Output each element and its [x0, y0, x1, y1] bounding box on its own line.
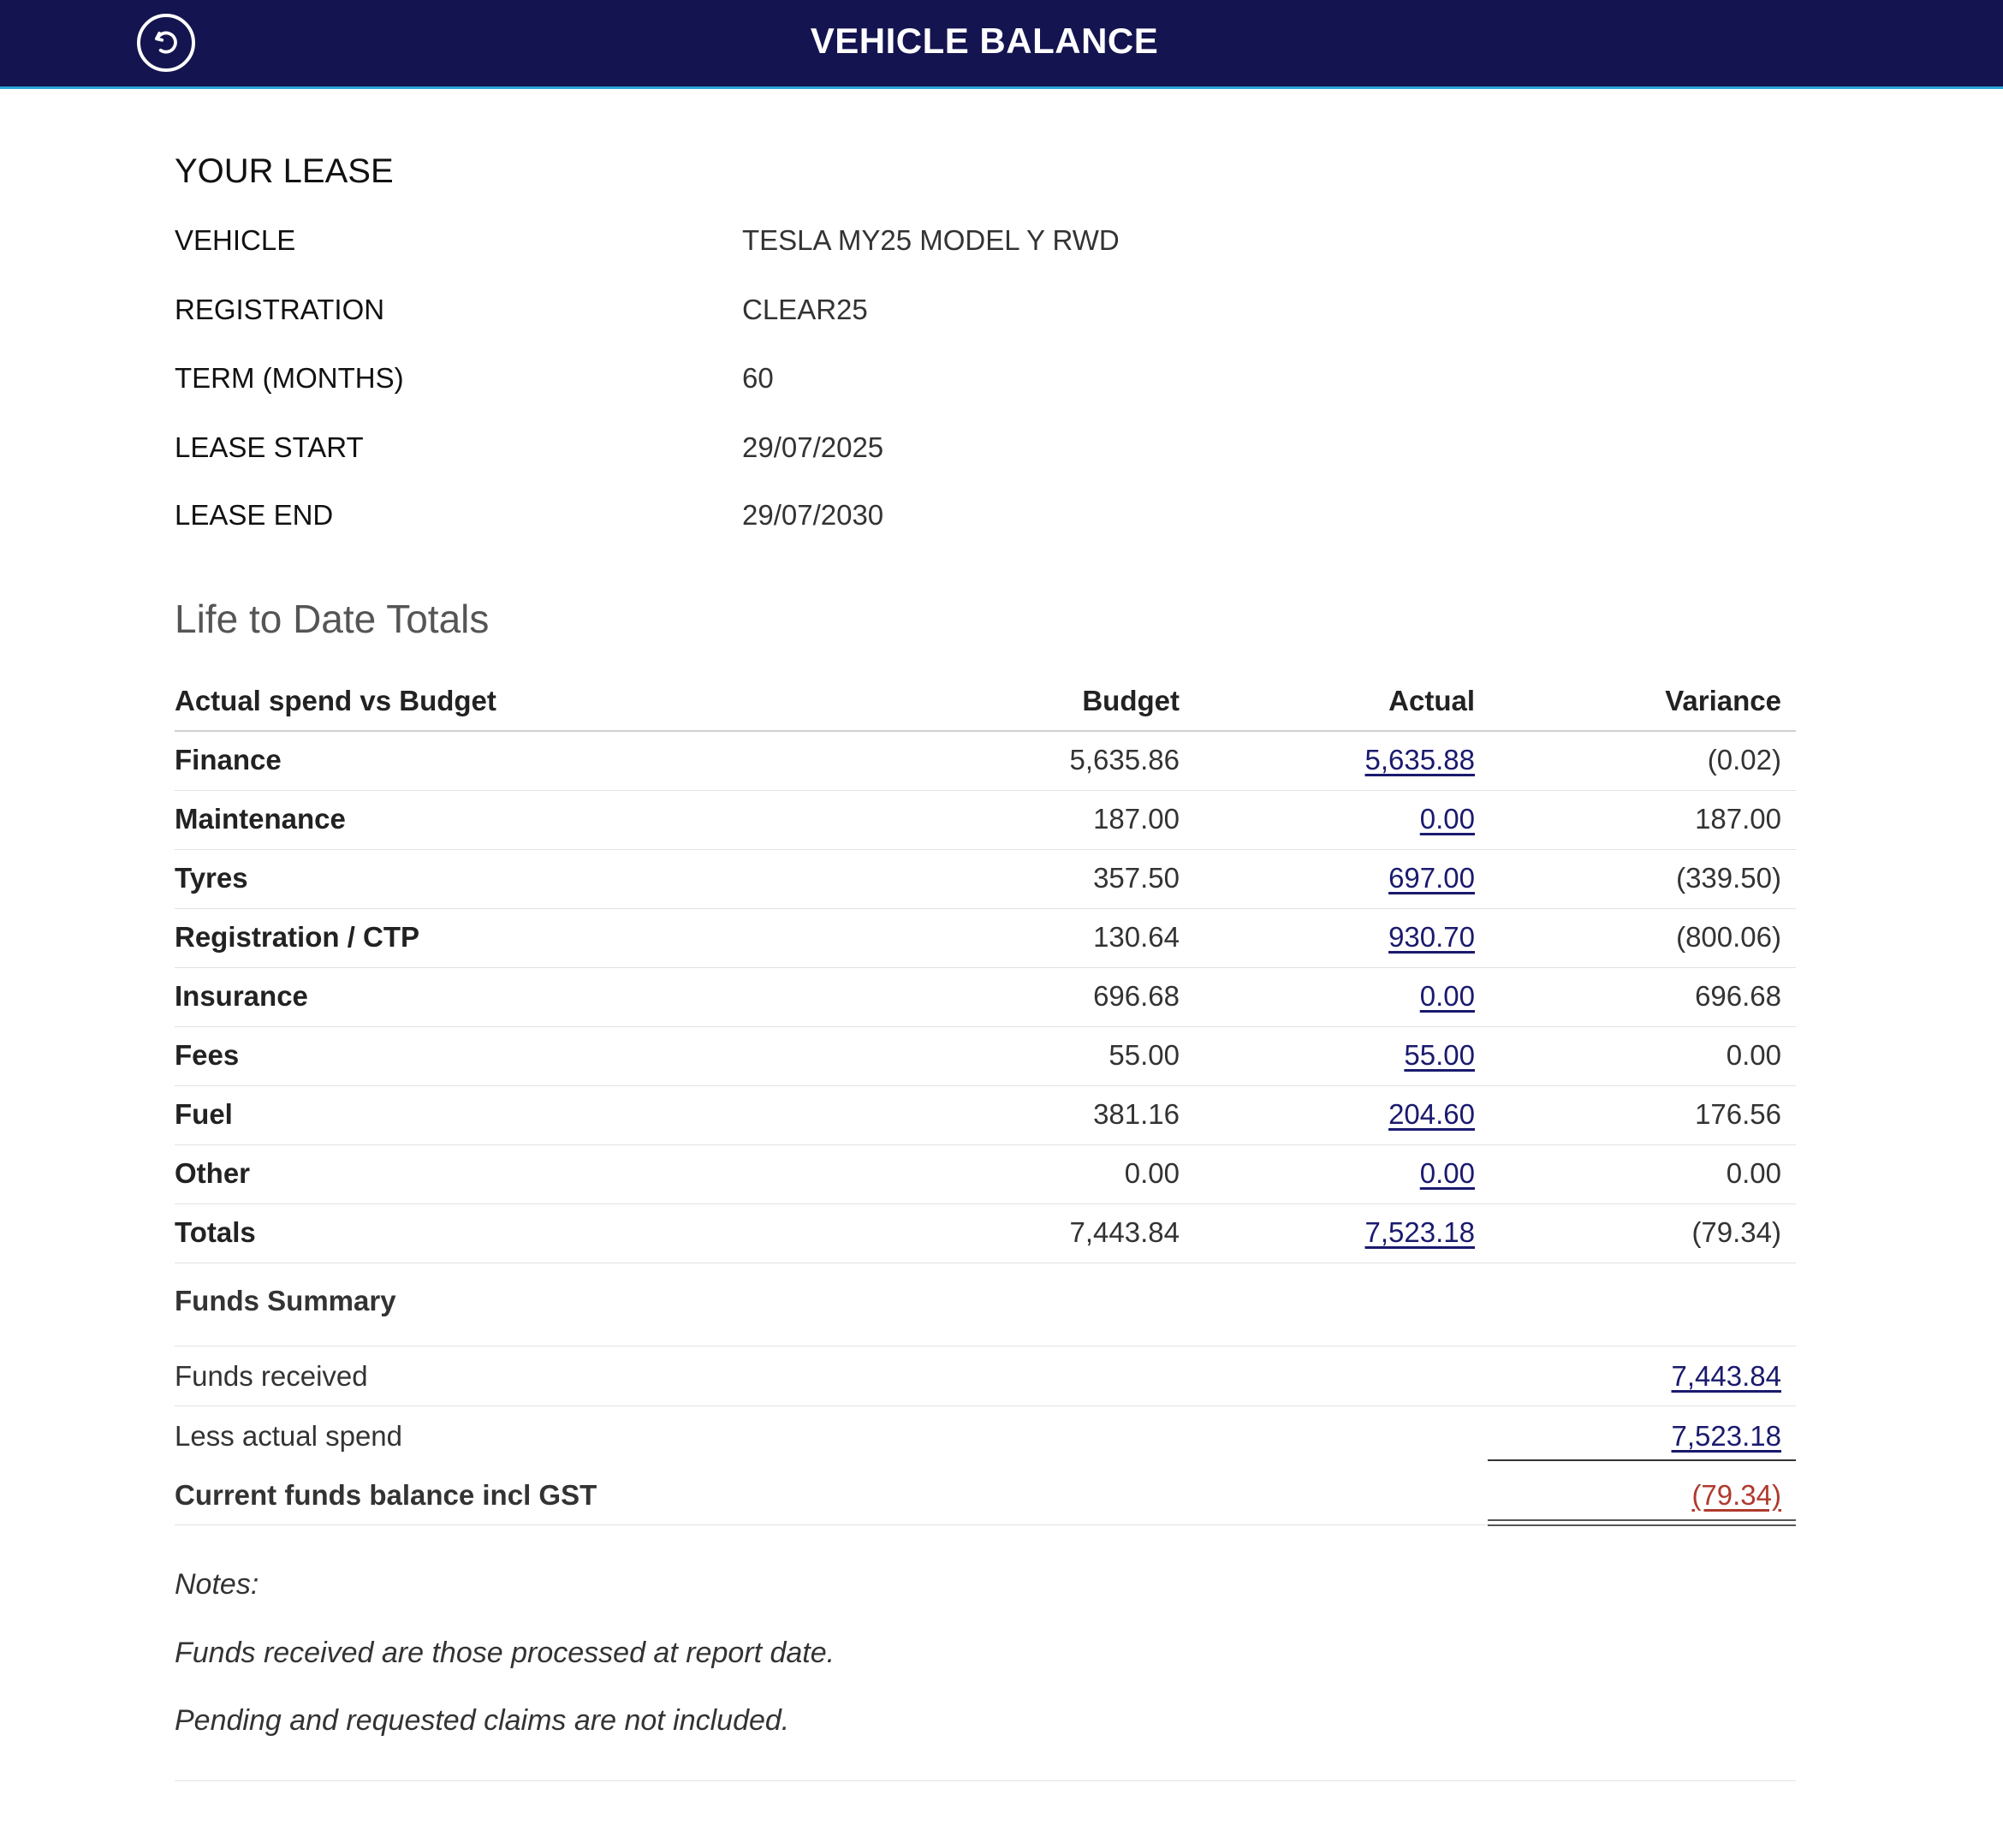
- app-header: [0, 0, 2003, 89]
- less-actual-spend-row: [175, 1406, 1796, 1465]
- actual-link-maintenance[interactable]: 0.00: [1419, 803, 1475, 835]
- row-variance: 0.00: [1726, 1039, 1781, 1071]
- row-category: Registration / CTP: [175, 921, 420, 953]
- row-variance: 187.00: [1695, 803, 1781, 835]
- lease-label: LEASE END: [175, 499, 334, 531]
- row-budget: 7,443.84: [1069, 1216, 1180, 1248]
- actual-link-fuel[interactable]: 204.60: [1388, 1098, 1475, 1130]
- row-variance: (79.34): [1691, 1216, 1781, 1248]
- row-variance: 176.56: [1695, 1098, 1781, 1130]
- row-category: Insurance: [175, 980, 308, 1012]
- lease-value: 60: [742, 362, 774, 394]
- row-variance: (800.06): [1676, 921, 1781, 953]
- table-row-totals: [175, 1204, 1796, 1263]
- lease-value: 29/07/2025: [742, 431, 884, 463]
- column-header-category: Actual spend vs Budget: [175, 685, 496, 716]
- row-category: Other: [175, 1157, 251, 1189]
- row-budget: 0.00: [1124, 1157, 1180, 1189]
- notes-line-1: Funds received are those processed at report date.: [175, 1637, 835, 1669]
- lease-label: VEHICLE: [175, 224, 296, 256]
- lease-heading: YOUR LEASE: [175, 152, 394, 190]
- row-variance: (0.02): [1707, 744, 1781, 775]
- row-budget: 696.68: [1093, 980, 1180, 1012]
- table-header: [175, 673, 1796, 732]
- column-header-variance: Variance: [1665, 685, 1781, 716]
- funds-summary-heading: Funds Summary: [175, 1285, 396, 1316]
- lease-label: TERM (MONTHS): [175, 362, 404, 394]
- bottom-divider: [175, 1780, 1796, 1781]
- row-category: Maintenance: [175, 803, 346, 835]
- table-row: [175, 791, 1796, 850]
- table-row: [175, 1145, 1796, 1204]
- lease-label: LEASE START: [175, 431, 364, 463]
- actual-link-totals[interactable]: 7,523.18: [1364, 1216, 1475, 1248]
- actual-link-registration[interactable]: 930.70: [1388, 921, 1475, 953]
- lease-value: TESLA MY25 MODEL Y RWD: [742, 224, 1120, 256]
- notes-line-2: Pending and requested claims are not included.: [175, 1704, 790, 1737]
- table-row: [175, 732, 1796, 791]
- actual-link-tyres[interactable]: 697.00: [1388, 862, 1475, 894]
- actual-link-insurance[interactable]: 0.00: [1419, 980, 1475, 1012]
- subtotal-rule: [1488, 1459, 1796, 1461]
- row-category: Totals: [175, 1216, 256, 1248]
- lease-value: CLEAR25: [742, 294, 868, 325]
- funds-received-link[interactable]: 7,443.84: [1671, 1360, 1781, 1392]
- row-variance: (339.50): [1676, 862, 1781, 894]
- less-actual-spend-label: Less actual spend: [175, 1420, 403, 1452]
- table-row: [175, 909, 1796, 968]
- row-budget: 187.00: [1093, 803, 1180, 835]
- notes-title: Notes:: [175, 1568, 259, 1601]
- row-category: Fuel: [175, 1098, 233, 1130]
- page-title: VEHICLE BALANCE: [810, 21, 1159, 61]
- lease-value: 29/07/2030: [742, 499, 884, 531]
- column-header-budget: Budget: [1082, 685, 1180, 716]
- row-category: Fees: [175, 1039, 240, 1071]
- row-budget: 130.64: [1093, 921, 1180, 953]
- current-balance-label: Current funds balance incl GST: [175, 1479, 597, 1511]
- funds-received-row: [175, 1346, 1796, 1406]
- row-category: Tyres: [175, 862, 248, 894]
- current-balance-link[interactable]: (79.34): [1691, 1479, 1781, 1511]
- column-header-actual: Actual: [1388, 685, 1475, 716]
- row-category: Finance: [175, 744, 282, 775]
- total-double-rule: [1488, 1519, 1796, 1526]
- table-row: [175, 850, 1796, 909]
- row-variance: 0.00: [1726, 1157, 1781, 1189]
- row-variance: 696.68: [1695, 980, 1781, 1012]
- actual-link-fees[interactable]: 55.00: [1404, 1039, 1475, 1071]
- row-budget: 381.16: [1093, 1098, 1180, 1130]
- actual-link-finance[interactable]: 5,635.88: [1364, 744, 1475, 775]
- current-balance-row: [175, 1465, 1796, 1525]
- actual-link-other[interactable]: 0.00: [1419, 1157, 1475, 1189]
- row-budget: 357.50: [1093, 862, 1180, 894]
- table-row: [175, 1086, 1796, 1145]
- less-actual-spend-link[interactable]: 7,523.18: [1671, 1420, 1781, 1452]
- table-row: [175, 1027, 1796, 1086]
- row-budget: 5,635.86: [1069, 744, 1180, 775]
- funds-received-label: Funds received: [175, 1360, 368, 1392]
- row-budget: 55.00: [1108, 1039, 1180, 1071]
- life-to-date-title: Life to Date Totals: [175, 597, 490, 641]
- funds-summary-header: [175, 1263, 1796, 1346]
- table-row: [175, 968, 1796, 1027]
- lease-label: REGISTRATION: [175, 294, 385, 325]
